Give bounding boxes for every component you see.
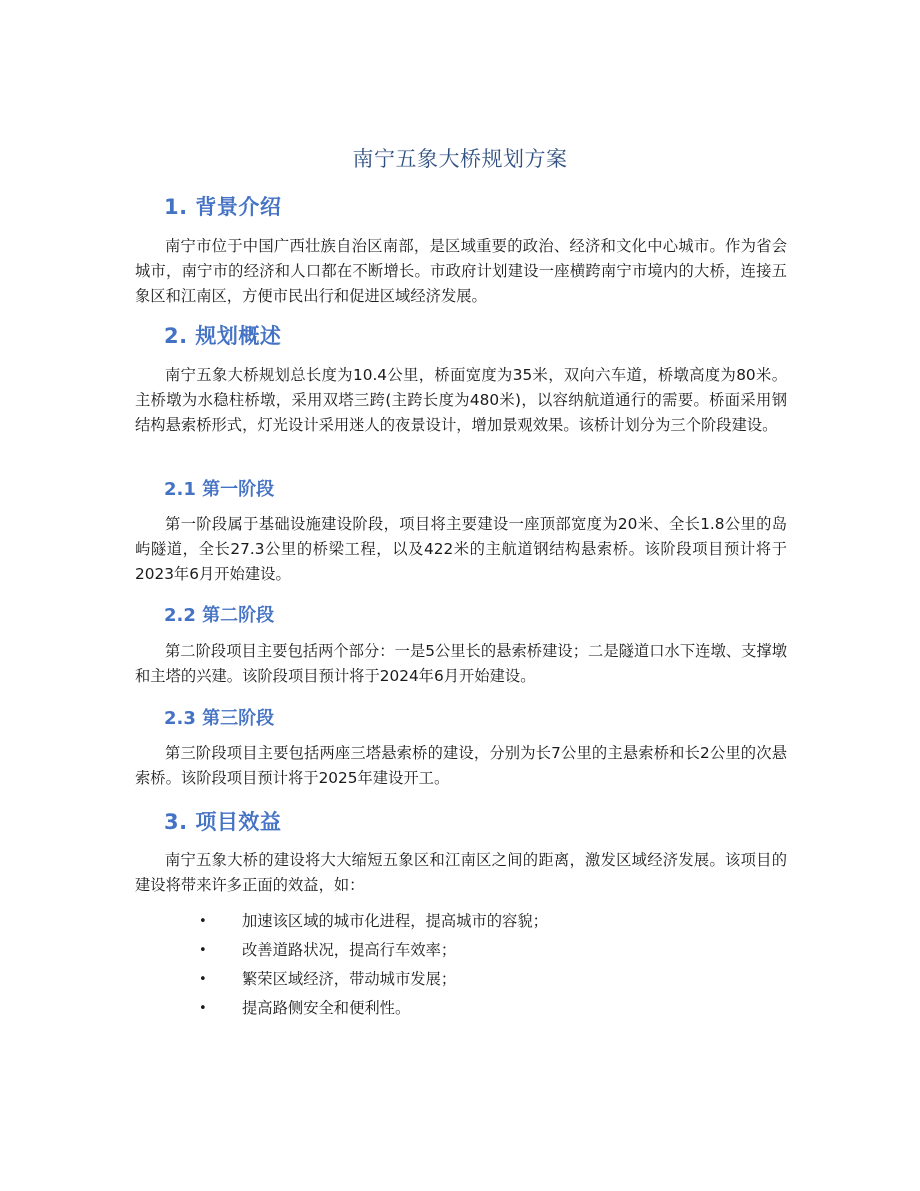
list-item-text: 改善道路状况，提高行车效率； (242, 941, 457, 959)
section-heading-overview: 2. 规划概述 (164, 324, 282, 348)
bullet-icon: • (199, 1001, 207, 1016)
list-item (0, 994, 920, 1023)
subsection-heading-phase-2: 2.2 第二阶段 (164, 605, 275, 626)
subsection-paragraph-phase-3: 第三阶段项目主要包括两座三塔悬索桥的建设，分别为长7公里的主悬索桥和长2公里的次悬索桥。该阶段项目预计将于2025年建设开工。 (135, 744, 787, 787)
benefits-list (0, 907, 920, 1023)
list-item-text: 加速该区域的城市化进程，提高城市的容貌； (242, 912, 548, 930)
section-paragraph-overview: 南宁五象大桥规划总长度为10.4公里，桥面宽度为35米，双向六车道，桥墩高度为80米。主桥墩为水稳柱桥墩，采用双塔三跨(主跨长度为480米)，以容纳航道通行的需要。桥面采用钢结构悬索桥形式，灯光设计采用迷人的夜景设计，增加景观效果。该桥计划分为三个阶段建设。 (135, 366, 787, 434)
list-item (0, 965, 920, 994)
page-title: 南宁五象大桥规划方案 (352, 147, 568, 171)
list-item-text: 繁荣区域经济，带动城市发展； (242, 970, 457, 988)
section-paragraph-benefits: 南宁五象大桥的建设将大大缩短五象区和江南区之间的距离，激发区域经济发展。该项目的建设将带来许多正面的效益，如： (135, 851, 787, 894)
section-heading-background: 1. 背景介绍 (164, 195, 282, 219)
subsection-heading-phase-3: 2.3 第三阶段 (164, 708, 275, 729)
list-item-text: 提高路侧安全和便利性。 (242, 999, 411, 1017)
section-heading-benefits: 3. 项目效益 (164, 810, 282, 834)
bullet-icon: • (199, 943, 207, 958)
bullet-icon: • (199, 972, 207, 987)
subsection-heading-phase-1: 2.1 第一阶段 (164, 479, 275, 500)
section-paragraph-background: 南宁市位于中国广西壮族自治区南部，是区域重要的政治、经济和文化中心城市。作为省会城市，南宁市的经济和人口都在不断增长。市政府计划建设一座横跨南宁市境内的大桥，连接五象区和江南区，方便市民出行和促进区域经济发展。 (135, 237, 787, 305)
bullet-icon: • (199, 914, 207, 929)
subsection-paragraph-phase-2: 第二阶段项目主要包括两个部分：一是5公里长的悬索桥建设；二是隧道口水下连墩、支撑墩和主塔的兴建。该阶段项目预计将于2024年6月开始建设。 (135, 642, 787, 685)
list-item (0, 936, 920, 965)
list-item (0, 907, 920, 936)
subsection-paragraph-phase-1: 第一阶段属于基础设施建设阶段，项目将主要建设一座顶部宽度为20米、全长1.8公里的岛屿隧道，全长27.3公里的桥梁工程，以及422米的主航道钢结构悬索桥。该阶段项目预计将于2023年6月开始建设。 (135, 515, 787, 583)
